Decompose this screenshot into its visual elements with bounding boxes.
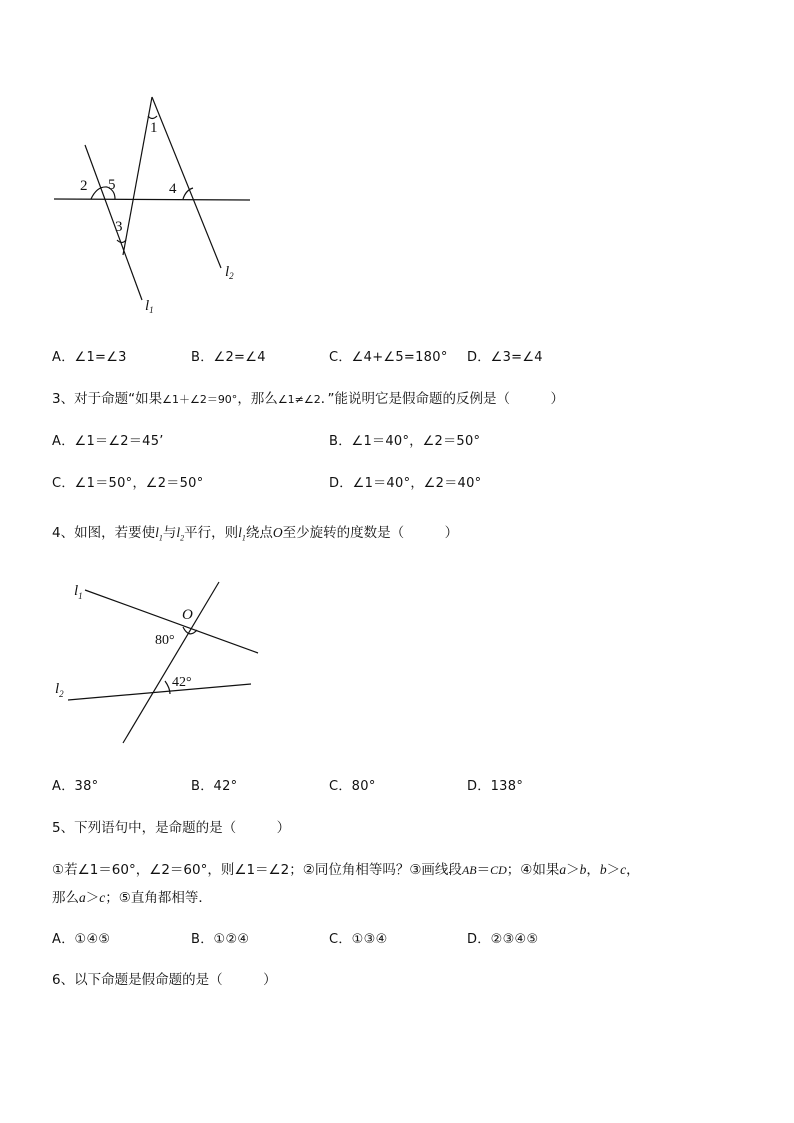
figure-1-diagram [0,0,794,330]
transversal-line [123,582,219,743]
q5-option-b[interactable]: B．①②④ [191,932,250,947]
angle-arc-1 [148,116,157,119]
label-l2-fig2: $l_2$ [55,681,64,699]
q3-prefix: 3、对于命题“如果 [52,391,163,407]
angle-label-2: 2 [80,178,88,194]
q4-option-d[interactable]: D．138° [467,779,524,794]
q3-option-c[interactable]: C．∠1＝50°，∠2＝50° [52,476,204,491]
angle-label-3: 3 [115,219,123,235]
q3-option-a[interactable]: A．∠1＝∠2＝45’ [52,434,164,449]
q3-question [52,387,564,407]
q4-text-e: 至少旋转的度数是（ ） [282,525,459,541]
label-point-o: O [182,607,193,623]
q4-l2: $l_2$ [176,525,185,543]
q5-option-c[interactable]: C．①③④ [329,932,388,947]
line-l1 [85,145,142,300]
q4-question [52,521,458,543]
q5-option-d[interactable]: D．②③④⑤ [467,932,539,947]
q3-mid: ，那么 [237,391,278,407]
q3-option-b[interactable]: B．∠1＝40°，∠2＝50° [329,434,481,449]
q4-text-c: 平行，则 [184,525,239,541]
q2-option-b[interactable]: B．∠2=∠4 [191,350,266,365]
q3-condition: ∠1＋∠2＝90° [162,393,238,406]
q4-option-b[interactable]: B．42° [191,779,238,794]
label-angle-80: 80° [155,633,175,648]
q4-point: O [272,525,283,540]
q5-title: 5、下列语句中，是命题的是（ ） [52,820,291,836]
figure-2-diagram [0,560,794,760]
line-l2-fig2 [68,684,251,700]
q3-option-d[interactable]: D．∠1＝40°，∠2＝40° [329,476,482,491]
line-left-of-angle [123,97,152,255]
q5-statements-line-2: 那么a＞c；⑤直角都相等． [52,890,212,906]
label-angle-42: 42° [172,675,192,690]
q6-title: 6、以下命题是假命题的是（ ） [52,972,277,988]
q2-option-d[interactable]: D．∠3=∠4 [467,350,543,365]
angle-label-4: 4 [169,181,177,197]
q5-statements-line-1: ①若∠1＝60°，∠2＝60°，则∠1＝∠2；②同位角相等吗？③画线段AB＝CD；④如果a＞b，b＞c， [52,862,640,878]
line-l2 [152,97,221,268]
label-l1-fig2: $l_1$ [74,583,83,601]
q4-text-d: 绕点 [245,525,273,541]
line-label-l1: $l_1$ [145,298,154,315]
q3-conclusion: ∠1≠∠2 [277,393,321,406]
horizontal-line [54,199,250,200]
q4-l1: $l_1$ [155,525,163,543]
q4-option-a[interactable]: A．38° [52,779,99,794]
q3-suffix: ．”能说明它是假命题的反例是（ ） [320,391,564,407]
angle-label-5: 5 [108,177,116,193]
q4-l1b: $l_1$ [238,525,246,543]
line-label-l2: $l_2$ [225,264,234,281]
q5-option-a[interactable]: A．①④⑤ [52,932,111,947]
q4-text-b: 与 [162,525,177,541]
angle-arc-3 [117,240,126,243]
q2-option-a[interactable]: A．∠1=∠3 [52,350,127,365]
q4-option-c[interactable]: C．80° [329,779,376,794]
angle-label-1: 1 [150,120,158,136]
q4-text-a: 4、如图，若要使 [52,525,156,541]
q2-option-c[interactable]: C．∠4+∠5=180° [329,350,448,365]
